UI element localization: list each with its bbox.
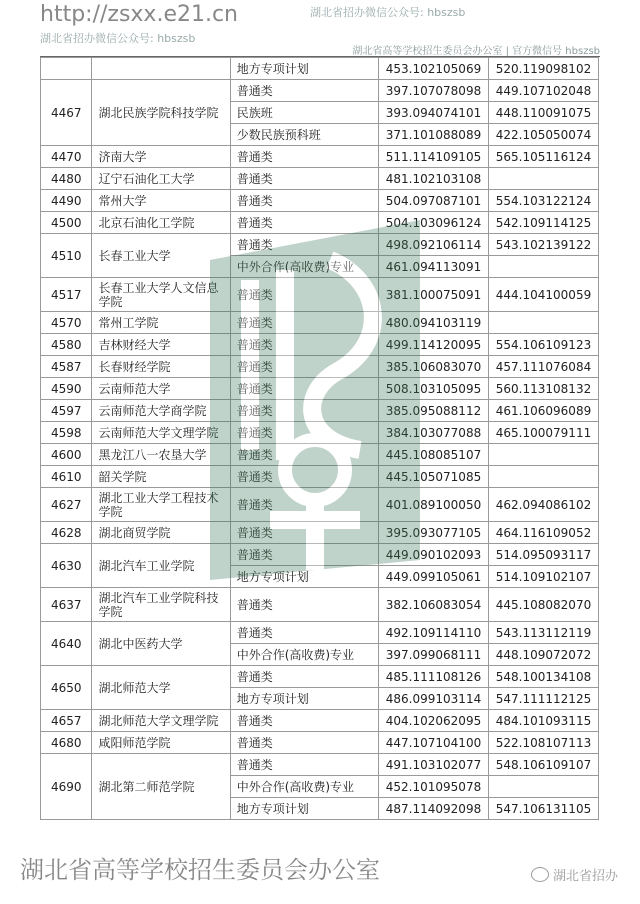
score-min-cell: 445.105071085 [379, 466, 489, 488]
school-name-cell: 湖北第二师范学院 [92, 754, 230, 820]
score-min-cell: 453.102105069 [379, 58, 489, 80]
page-header: 湖北省高等学校招生委员会办公室 | 官方微信号 hbszsb [352, 46, 600, 57]
category-cell: 地方专项计划 [230, 566, 378, 588]
table-row [41, 710, 599, 732]
score-min-cell: 504.097087101 [379, 190, 489, 212]
score-max-cell: 444.104100059 [489, 278, 599, 312]
score-max-cell: 462.094086102 [489, 488, 599, 522]
score-max-cell: 514.109102107 [489, 566, 599, 588]
score-max-cell: 522.108107113 [489, 732, 599, 754]
school-name-cell: 辽宁石油化工大学 [92, 168, 230, 190]
score-min-cell: 449.099105061 [379, 566, 489, 588]
table-row [41, 278, 599, 312]
category-cell: 普通类 [230, 212, 378, 234]
category-cell: 普通类 [230, 666, 378, 688]
score-min-cell: 492.109114110 [379, 622, 489, 644]
school-name-cell: 湖北师范大学文理学院 [92, 710, 230, 732]
table-row [41, 522, 599, 544]
school-name-cell: 湖北汽车工业学院科技学院 [92, 588, 230, 622]
category-cell: 民族班 [230, 102, 378, 124]
category-cell: 普通类 [230, 444, 378, 466]
category-cell: 普通类 [230, 146, 378, 168]
school-name-cell: 北京石油化工学院 [92, 212, 230, 234]
school-code-cell: 4517 [41, 278, 92, 312]
category-cell: 地方专项计划 [230, 688, 378, 710]
score-max-cell: 422.105050074 [489, 124, 599, 146]
category-cell: 普通类 [230, 488, 378, 522]
watermark-wechat-account: 湖北省招办微信公众号: hbszsb [40, 32, 196, 45]
table-row [41, 334, 599, 356]
score-max-cell [489, 444, 599, 466]
category-cell: 地方专项计划 [230, 58, 378, 80]
watermark-wechat-account-2: 湖北省招办微信公众号: hbszsb [310, 6, 466, 19]
score-min-cell: 508.103105095 [379, 378, 489, 400]
school-name-cell: 常州大学 [92, 190, 230, 212]
score-max-cell: 449.107102048 [489, 80, 599, 102]
watermark-office: 湖北省高等学校招生委员会办公室 [20, 856, 380, 884]
table-row [41, 422, 599, 444]
school-code-cell: 4500 [41, 212, 92, 234]
score-min-cell: 480.094103119 [379, 312, 489, 334]
score-max-cell: 514.095093117 [489, 544, 599, 566]
score-max-cell: 465.100079111 [489, 422, 599, 444]
school-name-cell: 常州工学院 [92, 312, 230, 334]
school-code-cell: 4630 [41, 544, 92, 588]
score-min-cell: 381.100075091 [379, 278, 489, 312]
category-cell: 普通类 [230, 400, 378, 422]
score-min-cell: 485.111108126 [379, 666, 489, 688]
school-code-cell: 4600 [41, 444, 92, 466]
category-cell: 地方专项计划 [230, 798, 378, 820]
category-cell: 普通类 [230, 466, 378, 488]
category-cell: 普通类 [230, 588, 378, 622]
school-code-cell: 4640 [41, 622, 92, 666]
score-min-cell: 395.093077105 [379, 522, 489, 544]
score-max-cell: 461.106096089 [489, 400, 599, 422]
category-cell: 中外合作(高收费)专业 [230, 776, 378, 798]
score-min-cell: 486.099103114 [379, 688, 489, 710]
school-name-cell: 湖北工业大学工程技术学院 [92, 488, 230, 522]
school-code-cell: 4680 [41, 732, 92, 754]
score-max-cell: 548.100134108 [489, 666, 599, 688]
category-cell: 少数民族预科班 [230, 124, 378, 146]
table-row [41, 58, 599, 80]
footer-watermark [531, 865, 618, 884]
category-cell: 中外合作(高收费)专业 [230, 256, 378, 278]
school-name-cell: 云南师范大学商学院 [92, 400, 230, 422]
score-min-cell: 385.106083070 [379, 356, 489, 378]
score-min-cell: 384.103077088 [379, 422, 489, 444]
category-cell: 中外合作(高收费)专业 [230, 644, 378, 666]
school-code-cell: 4570 [41, 312, 92, 334]
score-max-cell: 548.106109107 [489, 754, 599, 776]
school-name-cell: 韶关学院 [92, 466, 230, 488]
category-cell: 普通类 [230, 378, 378, 400]
table-row [41, 212, 599, 234]
category-cell: 普通类 [230, 356, 378, 378]
score-max-cell: 542.109114125 [489, 212, 599, 234]
table-row [41, 754, 599, 776]
school-name-cell: 长春工业大学 [92, 234, 230, 278]
school-code-cell [41, 58, 92, 80]
table-row [41, 666, 599, 688]
table-row [41, 488, 599, 522]
table-row [41, 732, 599, 754]
category-cell: 普通类 [230, 710, 378, 732]
score-max-cell: 560.113108132 [489, 378, 599, 400]
score-min-cell: 385.095088112 [379, 400, 489, 422]
score-max-cell [489, 168, 599, 190]
score-max-cell: 565.105116124 [489, 146, 599, 168]
score-max-cell: 554.103122124 [489, 190, 599, 212]
score-min-cell: 397.099068111 [379, 644, 489, 666]
school-name-cell [92, 58, 230, 80]
category-cell: 普通类 [230, 168, 378, 190]
table-row [41, 400, 599, 422]
score-max-cell: 484.101093115 [489, 710, 599, 732]
school-name-cell: 云南师范大学文理学院 [92, 422, 230, 444]
score-max-cell: 448.109072072 [489, 644, 599, 666]
table-row [41, 466, 599, 488]
score-max-cell [489, 466, 599, 488]
score-max-cell [489, 776, 599, 798]
category-cell: 普通类 [230, 312, 378, 334]
table-row [41, 234, 599, 256]
score-min-cell: 371.101088089 [379, 124, 489, 146]
school-name-cell: 黑龙江八一农垦大学 [92, 444, 230, 466]
table-row [41, 356, 599, 378]
school-code-cell: 4490 [41, 190, 92, 212]
score-min-cell: 401.089100050 [379, 488, 489, 522]
school-name-cell: 湖北师范大学 [92, 666, 230, 710]
score-min-cell: 382.106083054 [379, 588, 489, 622]
score-min-cell: 511.114109105 [379, 146, 489, 168]
school-name-cell: 湖北汽车工业学院 [92, 544, 230, 588]
table-row [41, 544, 599, 566]
score-max-cell: 554.106109123 [489, 334, 599, 356]
table-row [41, 168, 599, 190]
school-name-cell: 长春工业大学人文信息学院 [92, 278, 230, 312]
score-min-cell: 481.102103108 [379, 168, 489, 190]
category-cell: 普通类 [230, 544, 378, 566]
score-max-cell: 448.110091075 [489, 102, 599, 124]
table-row [41, 622, 599, 644]
table-row [41, 146, 599, 168]
score-min-cell: 491.103102077 [379, 754, 489, 776]
school-code-cell: 4470 [41, 146, 92, 168]
school-name-cell: 济南大学 [92, 146, 230, 168]
school-code-cell: 4650 [41, 666, 92, 710]
category-cell: 普通类 [230, 234, 378, 256]
score-max-cell: 547.111112125 [489, 688, 599, 710]
school-code-cell: 4628 [41, 522, 92, 544]
school-code-cell: 4587 [41, 356, 92, 378]
school-code-cell: 4657 [41, 710, 92, 732]
school-name-cell: 湖北商贸学院 [92, 522, 230, 544]
school-name-cell: 咸阳师范学院 [92, 732, 230, 754]
school-code-cell: 4580 [41, 334, 92, 356]
score-max-cell: 464.116109052 [489, 522, 599, 544]
footer-text: 湖北省招办 [552, 869, 618, 884]
score-max-cell: 543.102139122 [489, 234, 599, 256]
admission-score-table [40, 57, 599, 820]
school-code-cell: 4610 [41, 466, 92, 488]
score-max-cell: 543.113112119 [489, 622, 599, 644]
school-name-cell: 云南师范大学 [92, 378, 230, 400]
school-code-cell: 4480 [41, 168, 92, 190]
school-code-cell: 4597 [41, 400, 92, 422]
score-max-cell [489, 312, 599, 334]
table-row [41, 378, 599, 400]
watermark-url: http://zsxx.e21.cn [40, 2, 238, 27]
school-code-cell: 4690 [41, 754, 92, 820]
category-cell: 普通类 [230, 622, 378, 644]
table-row [41, 444, 599, 466]
school-code-cell: 4467 [41, 80, 92, 146]
score-max-cell: 445.108082070 [489, 588, 599, 622]
category-cell: 普通类 [230, 278, 378, 312]
score-min-cell: 404.102062095 [379, 710, 489, 732]
category-cell: 普通类 [230, 522, 378, 544]
wechat-icon [531, 867, 549, 882]
table-row [41, 312, 599, 334]
score-min-cell: 461.094113091 [379, 256, 489, 278]
school-name-cell: 湖北中医药大学 [92, 622, 230, 666]
score-max-cell: 457.111076084 [489, 356, 599, 378]
school-code-cell: 4627 [41, 488, 92, 522]
school-name-cell: 吉林财经大学 [92, 334, 230, 356]
score-min-cell: 498.092106114 [379, 234, 489, 256]
score-min-cell: 393.094074101 [379, 102, 489, 124]
table-row [41, 588, 599, 622]
table-row [41, 190, 599, 212]
score-min-cell: 449.090102093 [379, 544, 489, 566]
score-min-cell: 487.114092098 [379, 798, 489, 820]
score-max-cell: 520.119098102 [489, 58, 599, 80]
category-cell: 普通类 [230, 190, 378, 212]
score-min-cell: 499.114120095 [379, 334, 489, 356]
school-name-cell: 长春财经学院 [92, 356, 230, 378]
score-min-cell: 504.103096124 [379, 212, 489, 234]
category-cell: 普通类 [230, 334, 378, 356]
school-code-cell: 4590 [41, 378, 92, 400]
table-row [41, 80, 599, 102]
school-code-cell: 4637 [41, 588, 92, 622]
school-name-cell: 湖北民族学院科技学院 [92, 80, 230, 146]
score-max-cell: 547.106131105 [489, 798, 599, 820]
category-cell: 普通类 [230, 754, 378, 776]
score-min-cell: 452.101095078 [379, 776, 489, 798]
category-cell: 普通类 [230, 732, 378, 754]
category-cell: 普通类 [230, 422, 378, 444]
school-code-cell: 4598 [41, 422, 92, 444]
category-cell: 普通类 [230, 80, 378, 102]
score-min-cell: 445.108085107 [379, 444, 489, 466]
score-min-cell: 447.107104100 [379, 732, 489, 754]
school-code-cell: 4510 [41, 234, 92, 278]
score-max-cell [489, 256, 599, 278]
score-min-cell: 397.107078098 [379, 80, 489, 102]
